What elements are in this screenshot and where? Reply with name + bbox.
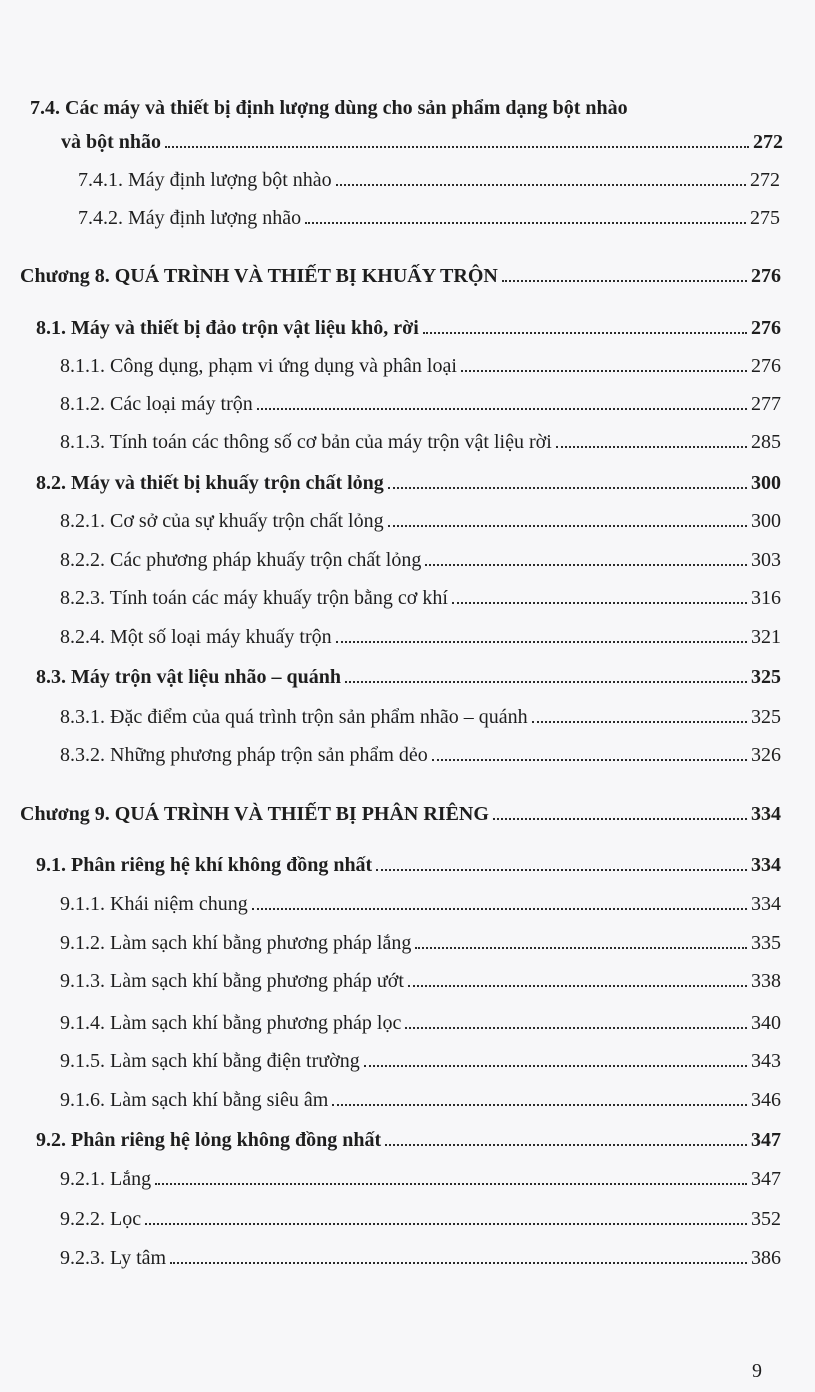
toc-page-number: 347 [751, 1168, 781, 1190]
toc-section-8-3[interactable] [36, 665, 781, 689]
toc-page-number: 386 [751, 1247, 781, 1269]
dot-leader [461, 370, 747, 372]
toc-title: 9.1.4. Làm sạch khí bằng phương pháp lọc [60, 1012, 402, 1034]
toc-chapter-9[interactable] [20, 802, 781, 826]
dot-leader [336, 184, 746, 186]
toc-sub-8-2-3[interactable] [60, 586, 781, 610]
toc-page-number: 347 [751, 1129, 781, 1151]
toc-page-number: 321 [751, 626, 781, 648]
toc-sub-9-1-6[interactable] [60, 1088, 781, 1112]
dot-leader [388, 487, 747, 489]
dot-leader [376, 869, 747, 871]
toc-title: 9.1. Phân riêng hệ khí không đồng nhất [36, 854, 373, 876]
toc-section-7-4-line1: 7.4. Các máy và thiết bị định lượng dùng cho sản phẩm dạng bột nhào [30, 97, 628, 119]
toc-page-number: 346 [751, 1089, 781, 1111]
dot-leader [155, 1183, 747, 1185]
toc-title: 8.3.2. Những phương pháp trộn sản phẩm dẻo [60, 744, 428, 766]
dot-leader [532, 721, 747, 723]
dot-leader [385, 1144, 747, 1146]
toc-page-number: 338 [751, 970, 781, 992]
toc-page-number: 272 [753, 131, 783, 153]
toc-page-number: 277 [751, 393, 781, 415]
toc-sub-8-1-3[interactable] [60, 430, 781, 454]
toc-page-number: 352 [751, 1208, 781, 1230]
toc-page-number: 334 [751, 893, 781, 915]
toc-page-number: 285 [751, 431, 781, 453]
toc-title: 9.1.1. Khái niệm chung [60, 893, 248, 915]
toc-sub-9-2-1[interactable] [60, 1167, 781, 1191]
toc-sub-7-4-2[interactable] [78, 206, 780, 230]
toc-page-number: 276 [751, 265, 781, 287]
dot-leader [405, 1027, 747, 1029]
dot-leader [252, 908, 747, 910]
toc-page-number: 340 [751, 1012, 781, 1034]
dot-leader [165, 146, 749, 148]
toc-page-number: 272 [750, 169, 780, 191]
dot-leader [336, 641, 747, 643]
dot-leader [388, 525, 747, 527]
dot-leader [425, 564, 747, 566]
toc-page-number: 334 [751, 854, 781, 876]
toc-sub-9-2-3[interactable] [60, 1246, 781, 1270]
toc-sub-9-1-1[interactable] [60, 892, 781, 916]
toc-title: 9.1.3. Làm sạch khí bằng phương pháp ướt [60, 970, 404, 992]
toc-title: 8.1.1. Công dụng, phạm vi ứng dụng và phân loại [60, 355, 457, 377]
dot-leader [502, 280, 747, 282]
toc-sub-8-2-2[interactable] [60, 548, 781, 572]
toc-section-8-2[interactable] [36, 471, 781, 495]
toc-title: 8.2.1. Cơ sở của sự khuấy trộn chất lỏng [60, 510, 384, 532]
dot-leader [145, 1223, 747, 1225]
toc-title: 8.3. Máy trộn vật liệu nhão – quánh [36, 666, 342, 688]
toc-page-number: 276 [751, 317, 781, 339]
dot-leader [408, 985, 747, 987]
toc-page-number: 326 [751, 744, 781, 766]
toc-title: 8.2.4. Một số loại máy khuấy trộn [60, 626, 332, 648]
toc-section-7-4[interactable] [61, 130, 783, 154]
toc-page-number: 276 [751, 355, 781, 377]
toc-title: 8.3.1. Đặc điểm của quá trình trộn sản phẩm nhão – quánh [60, 706, 528, 728]
dot-leader [452, 602, 747, 604]
toc-page-number: 300 [751, 510, 781, 532]
toc-title: 8.2. Máy và thiết bị khuấy trộn chất lỏng [36, 472, 384, 494]
toc-page-number: 334 [751, 803, 781, 825]
toc-title: 9.1.5. Làm sạch khí bằng điện trường [60, 1050, 360, 1072]
dot-leader [432, 759, 747, 761]
toc-title: 9.2.3. Ly tâm [60, 1247, 167, 1269]
toc-sub-9-1-3[interactable] [60, 969, 781, 993]
toc-sub-8-2-1[interactable] [60, 509, 781, 533]
dot-leader [556, 446, 747, 448]
dot-leader [364, 1065, 747, 1067]
toc-chapter-8[interactable] [20, 264, 781, 288]
toc-title: 8.1.2. Các loại máy trộn [60, 393, 253, 415]
toc-title: 9.2. Phân riêng hệ lỏng không đồng nhất [36, 1129, 382, 1151]
dot-leader [305, 222, 746, 224]
dot-leader [332, 1104, 747, 1106]
toc-sub-9-1-4[interactable] [60, 1011, 781, 1035]
dot-leader [257, 408, 747, 410]
dot-leader [345, 681, 747, 683]
page-number: 9 [752, 1360, 762, 1382]
toc-sub-8-1-1[interactable] [60, 354, 781, 378]
toc-title: 9.1.6. Làm sạch khí bằng siêu âm [60, 1089, 329, 1111]
toc-title: và bột nhão [61, 131, 162, 153]
toc-section-9-1[interactable] [36, 853, 781, 877]
toc-title: 8.2.3. Tính toán các máy khuấy trộn bằng cơ khí [60, 587, 448, 609]
toc-page-number: 275 [750, 207, 780, 229]
toc-sub-9-1-5[interactable] [60, 1049, 781, 1073]
toc-page-number: 303 [751, 549, 781, 571]
toc-page-number: 325 [751, 666, 781, 688]
toc-page-number: 325 [751, 706, 781, 728]
toc-sub-8-3-1[interactable] [60, 705, 781, 729]
toc-page-number: 316 [751, 587, 781, 609]
toc-section-9-2[interactable] [36, 1128, 781, 1152]
dot-leader [423, 332, 747, 334]
dot-leader [493, 818, 747, 820]
toc-page-number: 335 [751, 932, 781, 954]
toc-sub-8-3-2[interactable] [60, 743, 781, 767]
toc-page-number: 300 [751, 472, 781, 494]
toc-title: 8.1.3. Tính toán các thông số cơ bản của máy trộn vật liệu rời [60, 431, 552, 453]
toc-sub-7-4-1[interactable] [78, 168, 780, 192]
toc-sub-9-2-2[interactable] [60, 1207, 781, 1231]
dot-leader [170, 1262, 747, 1264]
toc-section-8-1[interactable] [36, 316, 781, 340]
toc-title: 9.1.2. Làm sạch khí bằng phương pháp lắng [60, 932, 412, 954]
toc-sub-8-1-2[interactable] [60, 392, 781, 416]
toc-title: Chương 9. QUÁ TRÌNH VÀ THIẾT BỊ PHÂN RIÊNG [20, 803, 489, 825]
toc-title: 7.4.2. Máy định lượng nhão [78, 207, 302, 229]
toc-page-number: 343 [751, 1050, 781, 1072]
toc-title: 8.1. Máy và thiết bị đảo trộn vật liệu khô, rời [36, 317, 419, 339]
dot-leader [415, 947, 747, 949]
toc-title: 9.2.1. Lắng [60, 1168, 152, 1190]
toc-title: 7.4.1. Máy định lượng bột nhào [78, 169, 332, 191]
toc-title: 8.2.2. Các phương pháp khuấy trộn chất lỏng [60, 549, 422, 571]
toc-sub-9-1-2[interactable] [60, 931, 781, 955]
toc-title: 9.2.2. Lọc [60, 1208, 142, 1230]
toc-title: Chương 8. QUÁ TRÌNH VÀ THIẾT BỊ KHUẤY TRỘN [20, 265, 498, 287]
toc-sub-8-2-4[interactable] [60, 625, 781, 649]
